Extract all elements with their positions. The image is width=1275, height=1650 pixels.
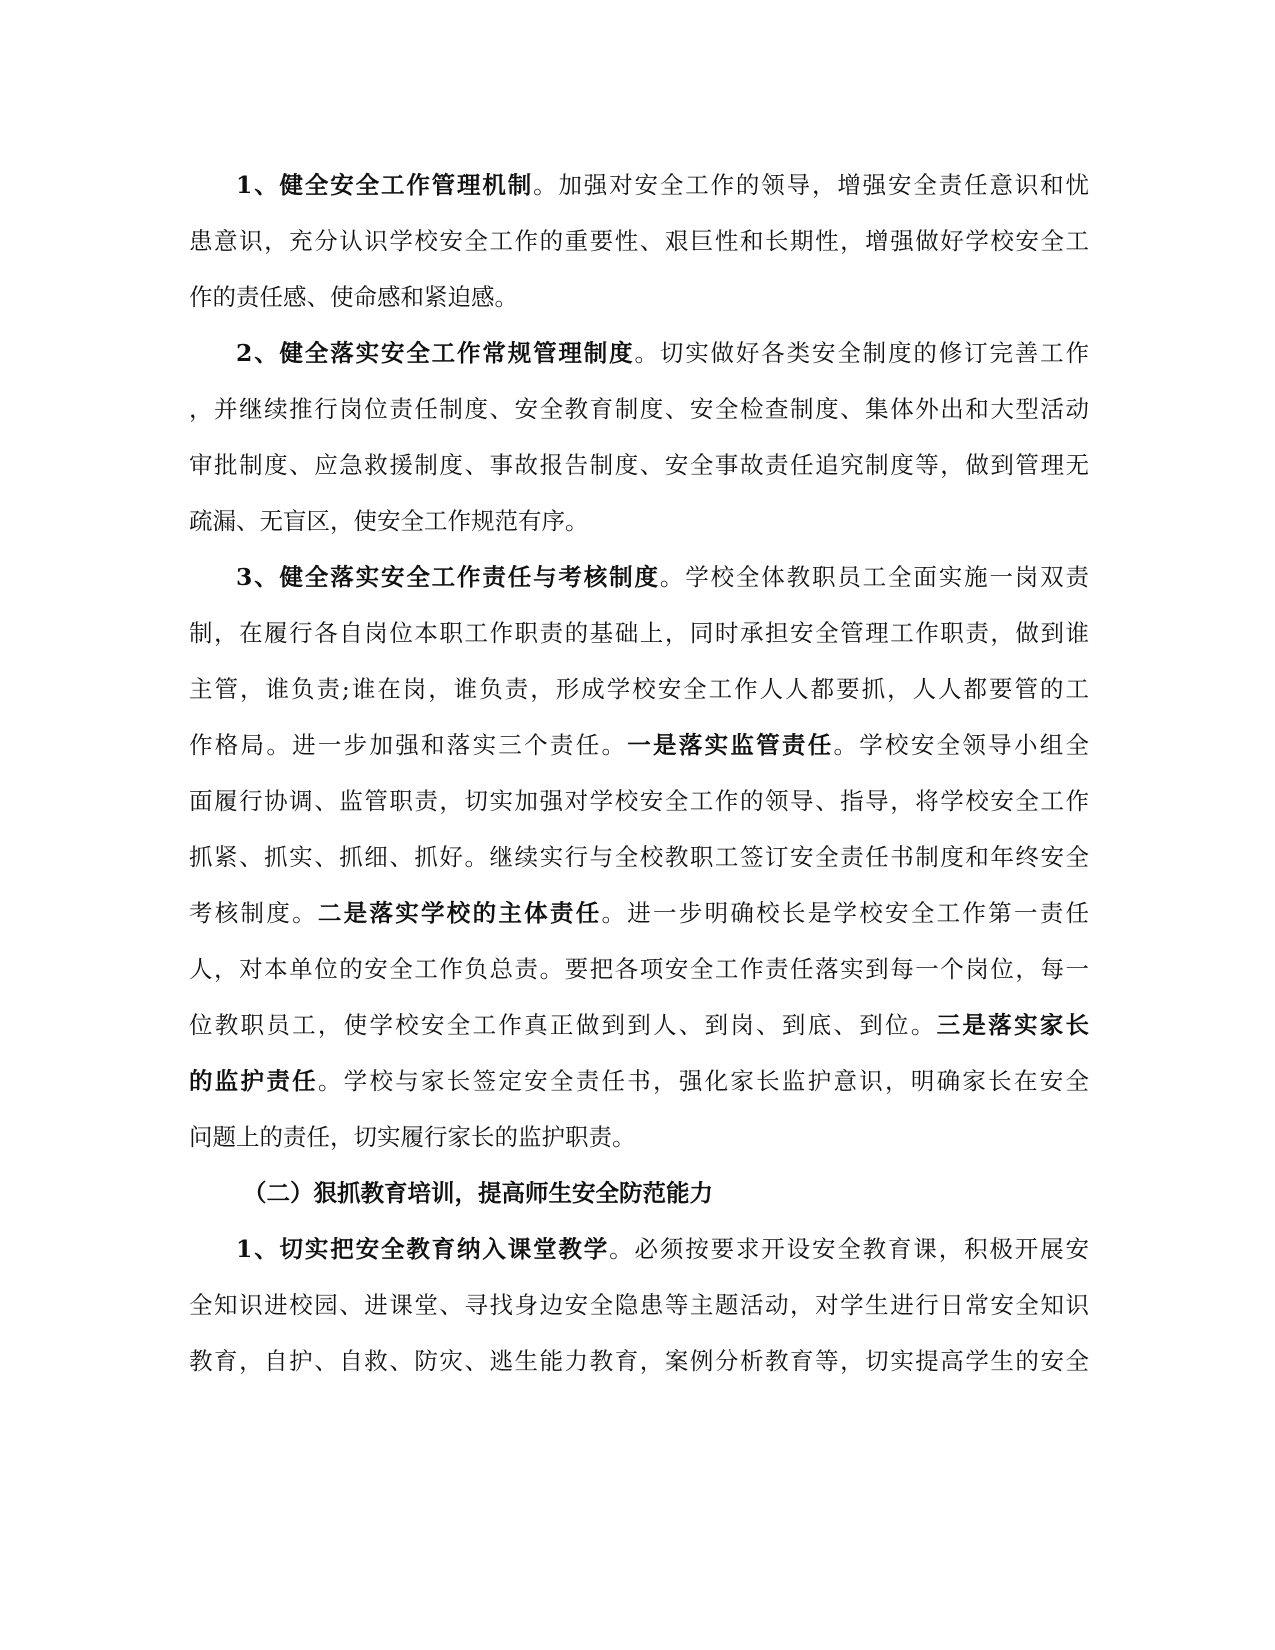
- paragraph-2-text: 。切实做好各类安全制度的修订完善工作: [634, 339, 1089, 367]
- paragraph-2-title: 2、健全落实安全工作常规管理制度: [236, 339, 635, 367]
- paragraph-3-line-3: 主管，谁负责;谁在岗，谁负责，形成学校安全工作人人都要抓，人人都要管的工: [189, 675, 1089, 703]
- paragraph-3-line-2: 制，在履行各自岗位本职工作职责的基础上，同时承担安全管理工作职责，做到谁: [189, 619, 1089, 647]
- paragraph-3-line-8: 人，对本单位的安全工作负总责。要把各项安全工作责任落实到每一个岗位，每一: [189, 955, 1089, 983]
- paragraph-4-line-1: [236, 1229, 1089, 1269]
- paragraph-3-text: 。学校与家长签定安全责任书，强化家长监护意识，明确家长在安全: [317, 1067, 1090, 1095]
- responsibility-1-heading: 一是落实监管责任: [627, 731, 834, 759]
- paragraph-4-text: 。必须按要求开设安全教育课，积极开展安: [609, 1235, 1090, 1263]
- paragraph-3-text: 作格局。进一步加强和落实三个责任。: [189, 731, 628, 759]
- paragraph-3-line-7: [189, 893, 1089, 933]
- paragraph-3-line-9: [189, 1005, 1089, 1045]
- paragraph-1-line-1: [236, 165, 1089, 205]
- paragraph-1-text: 。加强对安全工作的领导，增强安全责任意识和忧: [533, 171, 1090, 199]
- paragraph-3-text: 位教职员工，使学校安全工作真正做到到人、到岗、到底、到位。: [189, 1011, 937, 1039]
- paragraph-4-line-3: 教育，自护、自救、防灾、逃生能力教育，案例分析教育等，切实提高学生的安全: [189, 1347, 1089, 1375]
- paragraph-1-title: 1、健全安全工作管理机制: [236, 171, 534, 199]
- paragraph-3-text: 考核制度。: [189, 899, 318, 927]
- section-2-heading: （二）狠抓教育培训，提高师生安全防范能力: [243, 1179, 713, 1207]
- paragraph-2-line-2: ，并继续推行岗位责任制度、安全教育制度、安全检查制度、集体外出和大型活动: [189, 395, 1089, 423]
- paragraph-4-line-2: 全知识进校园、进课堂、寻找身边安全隐患等主题活动，对学生进行日常安全知识: [189, 1291, 1089, 1319]
- paragraph-3-line-5: 面履行协调、监管职责，切实加强对学校安全工作的领导、指导，将学校安全工作: [189, 787, 1089, 815]
- paragraph-1-line-3: 作的责任感、使命感和紧迫感。: [189, 283, 518, 311]
- paragraph-3-text: 。学校安全领导小组全: [833, 731, 1090, 759]
- paragraph-3-line-10: [189, 1061, 1089, 1101]
- responsibility-3-heading: 三是落实家长: [936, 1011, 1090, 1039]
- responsibility-2-heading: 二是落实学校的主体责任: [317, 899, 602, 927]
- paragraph-2-line-4: 疏漏、无盲区，使安全工作规范有序。: [189, 507, 589, 535]
- paragraph-3-text: 。进一步明确校长是学校安全工作第一责任: [601, 899, 1090, 927]
- paragraph-3-line-4: [189, 725, 1089, 765]
- paragraph-2-line-3: 审批制度、应急救援制度、事故报告制度、安全事故责任追究制度等，做到管理无: [189, 451, 1089, 479]
- paragraph-3-title: 3、健全落实安全工作责任与考核制度: [236, 563, 660, 591]
- responsibility-3-heading-cont: 的监护责任: [189, 1067, 318, 1095]
- paragraph-1-line-2: 患意识，充分认识学校安全工作的重要性、艰巨性和长期性，增强做好学校安全工: [189, 227, 1089, 255]
- paragraph-3-line-1: [236, 557, 1089, 597]
- paragraph-3-line-11: 问题上的责任，切实履行家长的监护职责。: [189, 1123, 636, 1151]
- paragraph-3-line-6: 抓紧、抓实、抓细、抓好。继续实行与全校教职工签订安全责任书制度和年终安全: [189, 843, 1089, 871]
- paragraph-2-line-1: [236, 333, 1089, 373]
- paragraph-3-text: 。学校全体教职员工全面实施一岗双责: [659, 563, 1090, 591]
- paragraph-4-title: 1、切实把安全教育纳入课堂教学: [236, 1235, 610, 1263]
